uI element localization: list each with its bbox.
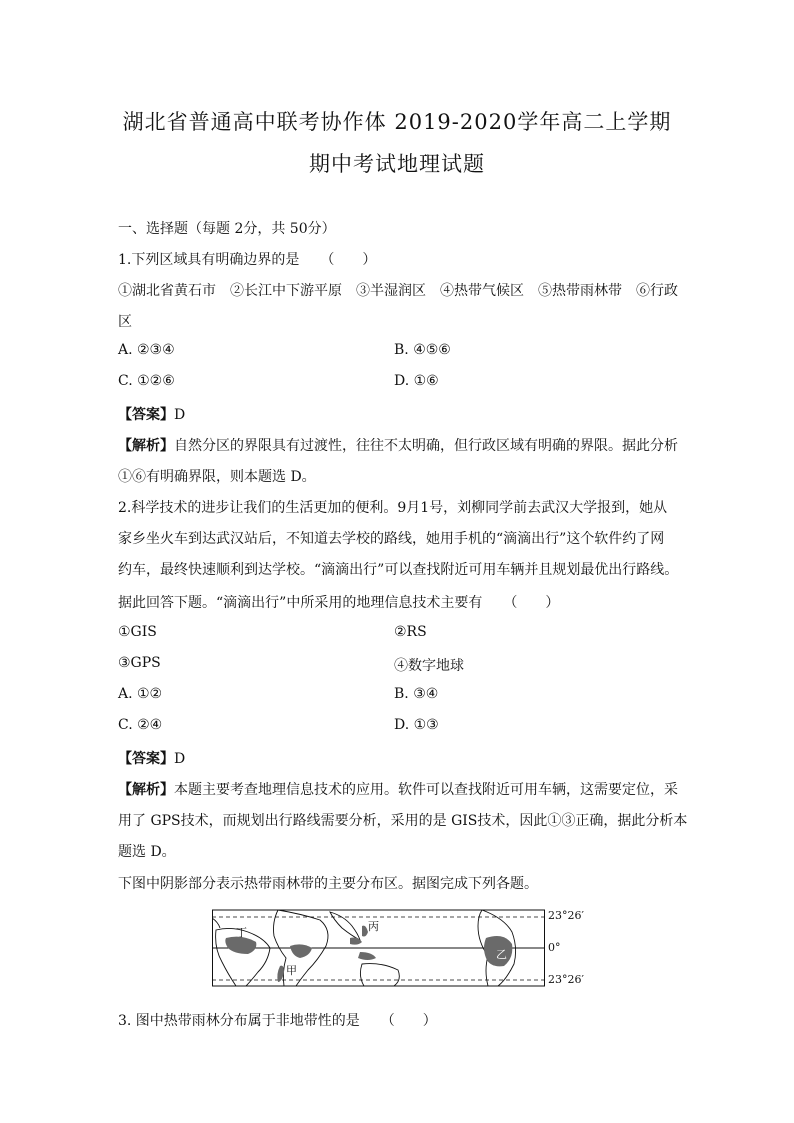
q2-stem-line2: 家乡坐火车到达武汉站后，不知道去学校的路线，她用手机的“滴滴出行”这个软件约了网 <box>118 531 665 547</box>
q1-analysis-line1 <box>118 435 678 455</box>
label-lat-equator: 0° <box>548 941 561 954</box>
q1-items-line1: ①湖北省黄石市 ②长江中下游平原 ③半湿润区 ④热带气候区 ⑤热带雨林带 ⑥行政 <box>118 283 678 299</box>
q2-option-b: B. ③④ <box>394 686 439 702</box>
q2-answer <box>118 748 185 768</box>
south-asia-landmass <box>330 912 360 940</box>
analysis-text: 本题主要考查地理信息技术的应用。软件可以查找附近可用车辆，这需要定位，采 <box>174 782 678 798</box>
section-heading: 一、选择题（每题 2分，共 50分） <box>118 221 336 237</box>
label-yi: 乙 <box>496 948 507 961</box>
q2-option-c: C. ②④ <box>118 717 163 733</box>
q2-option-d: D. ①③ <box>394 717 439 733</box>
analysis-text: 自然分区的界限具有过渡性，往往不太明确，但行政区域有明确的界限。据此分析 <box>174 438 678 454</box>
answer-value: D <box>174 407 186 423</box>
q3-stem: 3. 图中热带雨林分布属于非地带性的是 （ ） <box>118 1013 437 1029</box>
answer-label: 【答案】 <box>118 407 174 423</box>
q2-stem-line4: 据此回答下题。“滴滴出行”中所采用的地理信息技术主要有 （ ） <box>118 595 560 611</box>
rainforest-shade-ding <box>225 937 256 954</box>
q1-answer <box>118 404 185 424</box>
page-title-line2: 期中考试地理试题 <box>309 152 485 176</box>
q2-item-2: ②RS <box>394 624 427 640</box>
central-america-landmass <box>212 918 220 928</box>
q2-analysis-line2: 用了 GPS技术，而规划出行路线需要分析，采用的是 GIS技术，因此①③正确，据此分析本 <box>118 813 688 829</box>
page-title-line1: 湖北省普通高中联考协作体 2019-2020学年高二上学期 <box>122 110 672 134</box>
q1-analysis-line2: ①⑥有明确界限，则本题选 D。 <box>118 469 316 485</box>
answer-label: 【答案】 <box>118 751 174 767</box>
q2-item-4: ④数字地球 <box>394 658 464 674</box>
q1-option-d: D. ①⑥ <box>394 373 439 389</box>
q1-stem: 1.下列区域具有明确边界的是 （ ） <box>118 252 377 268</box>
q2-stem-line1: 2.科学技术的进步让我们的生活更加的便利。9月1号，刘柳同学前去武汉大学报到，她从 <box>118 500 668 516</box>
label-ding: 丁 <box>236 926 247 939</box>
label-lat-south: 23°26′ <box>548 973 584 986</box>
q2-analysis-line3: 题选 D。 <box>118 844 176 860</box>
q1-option-c: C. ①②⑥ <box>118 373 175 389</box>
rainforest-shade-bing-3 <box>358 952 376 960</box>
q2-analysis-line1 <box>118 779 678 799</box>
q2-option-a: A. ①② <box>118 686 163 702</box>
q2-item-1: ①GIS <box>118 624 157 640</box>
q1-option-b: B. ④⑤⑥ <box>394 342 451 358</box>
rainforest-shade-bing-2 <box>350 938 362 945</box>
q1-option-a: A. ②③④ <box>118 342 175 358</box>
answer-value: D <box>174 751 186 767</box>
label-lat-north: 23°26′ <box>548 909 584 922</box>
label-jia: 甲 <box>286 964 297 977</box>
rainforest-shade-africa <box>290 944 312 958</box>
figure-intro: 下图中阴影部分表示热带雨林带的主要分布区。据图完成下列各题。 <box>118 876 538 892</box>
rainforest-map <box>212 908 584 988</box>
q2-stem-line3: 约车，最终快速顺利到达学校。“滴滴出行”可以查找附近可用车辆并且规划最优出行路线。 <box>118 562 679 578</box>
label-bing: 丙 <box>368 920 379 933</box>
q2-item-3: ③GPS <box>118 655 161 671</box>
q1-items-line2: 区 <box>118 314 132 330</box>
australia-landmass <box>360 964 399 986</box>
analysis-label: 【解析】 <box>118 438 174 454</box>
analysis-label: 【解析】 <box>118 782 174 798</box>
